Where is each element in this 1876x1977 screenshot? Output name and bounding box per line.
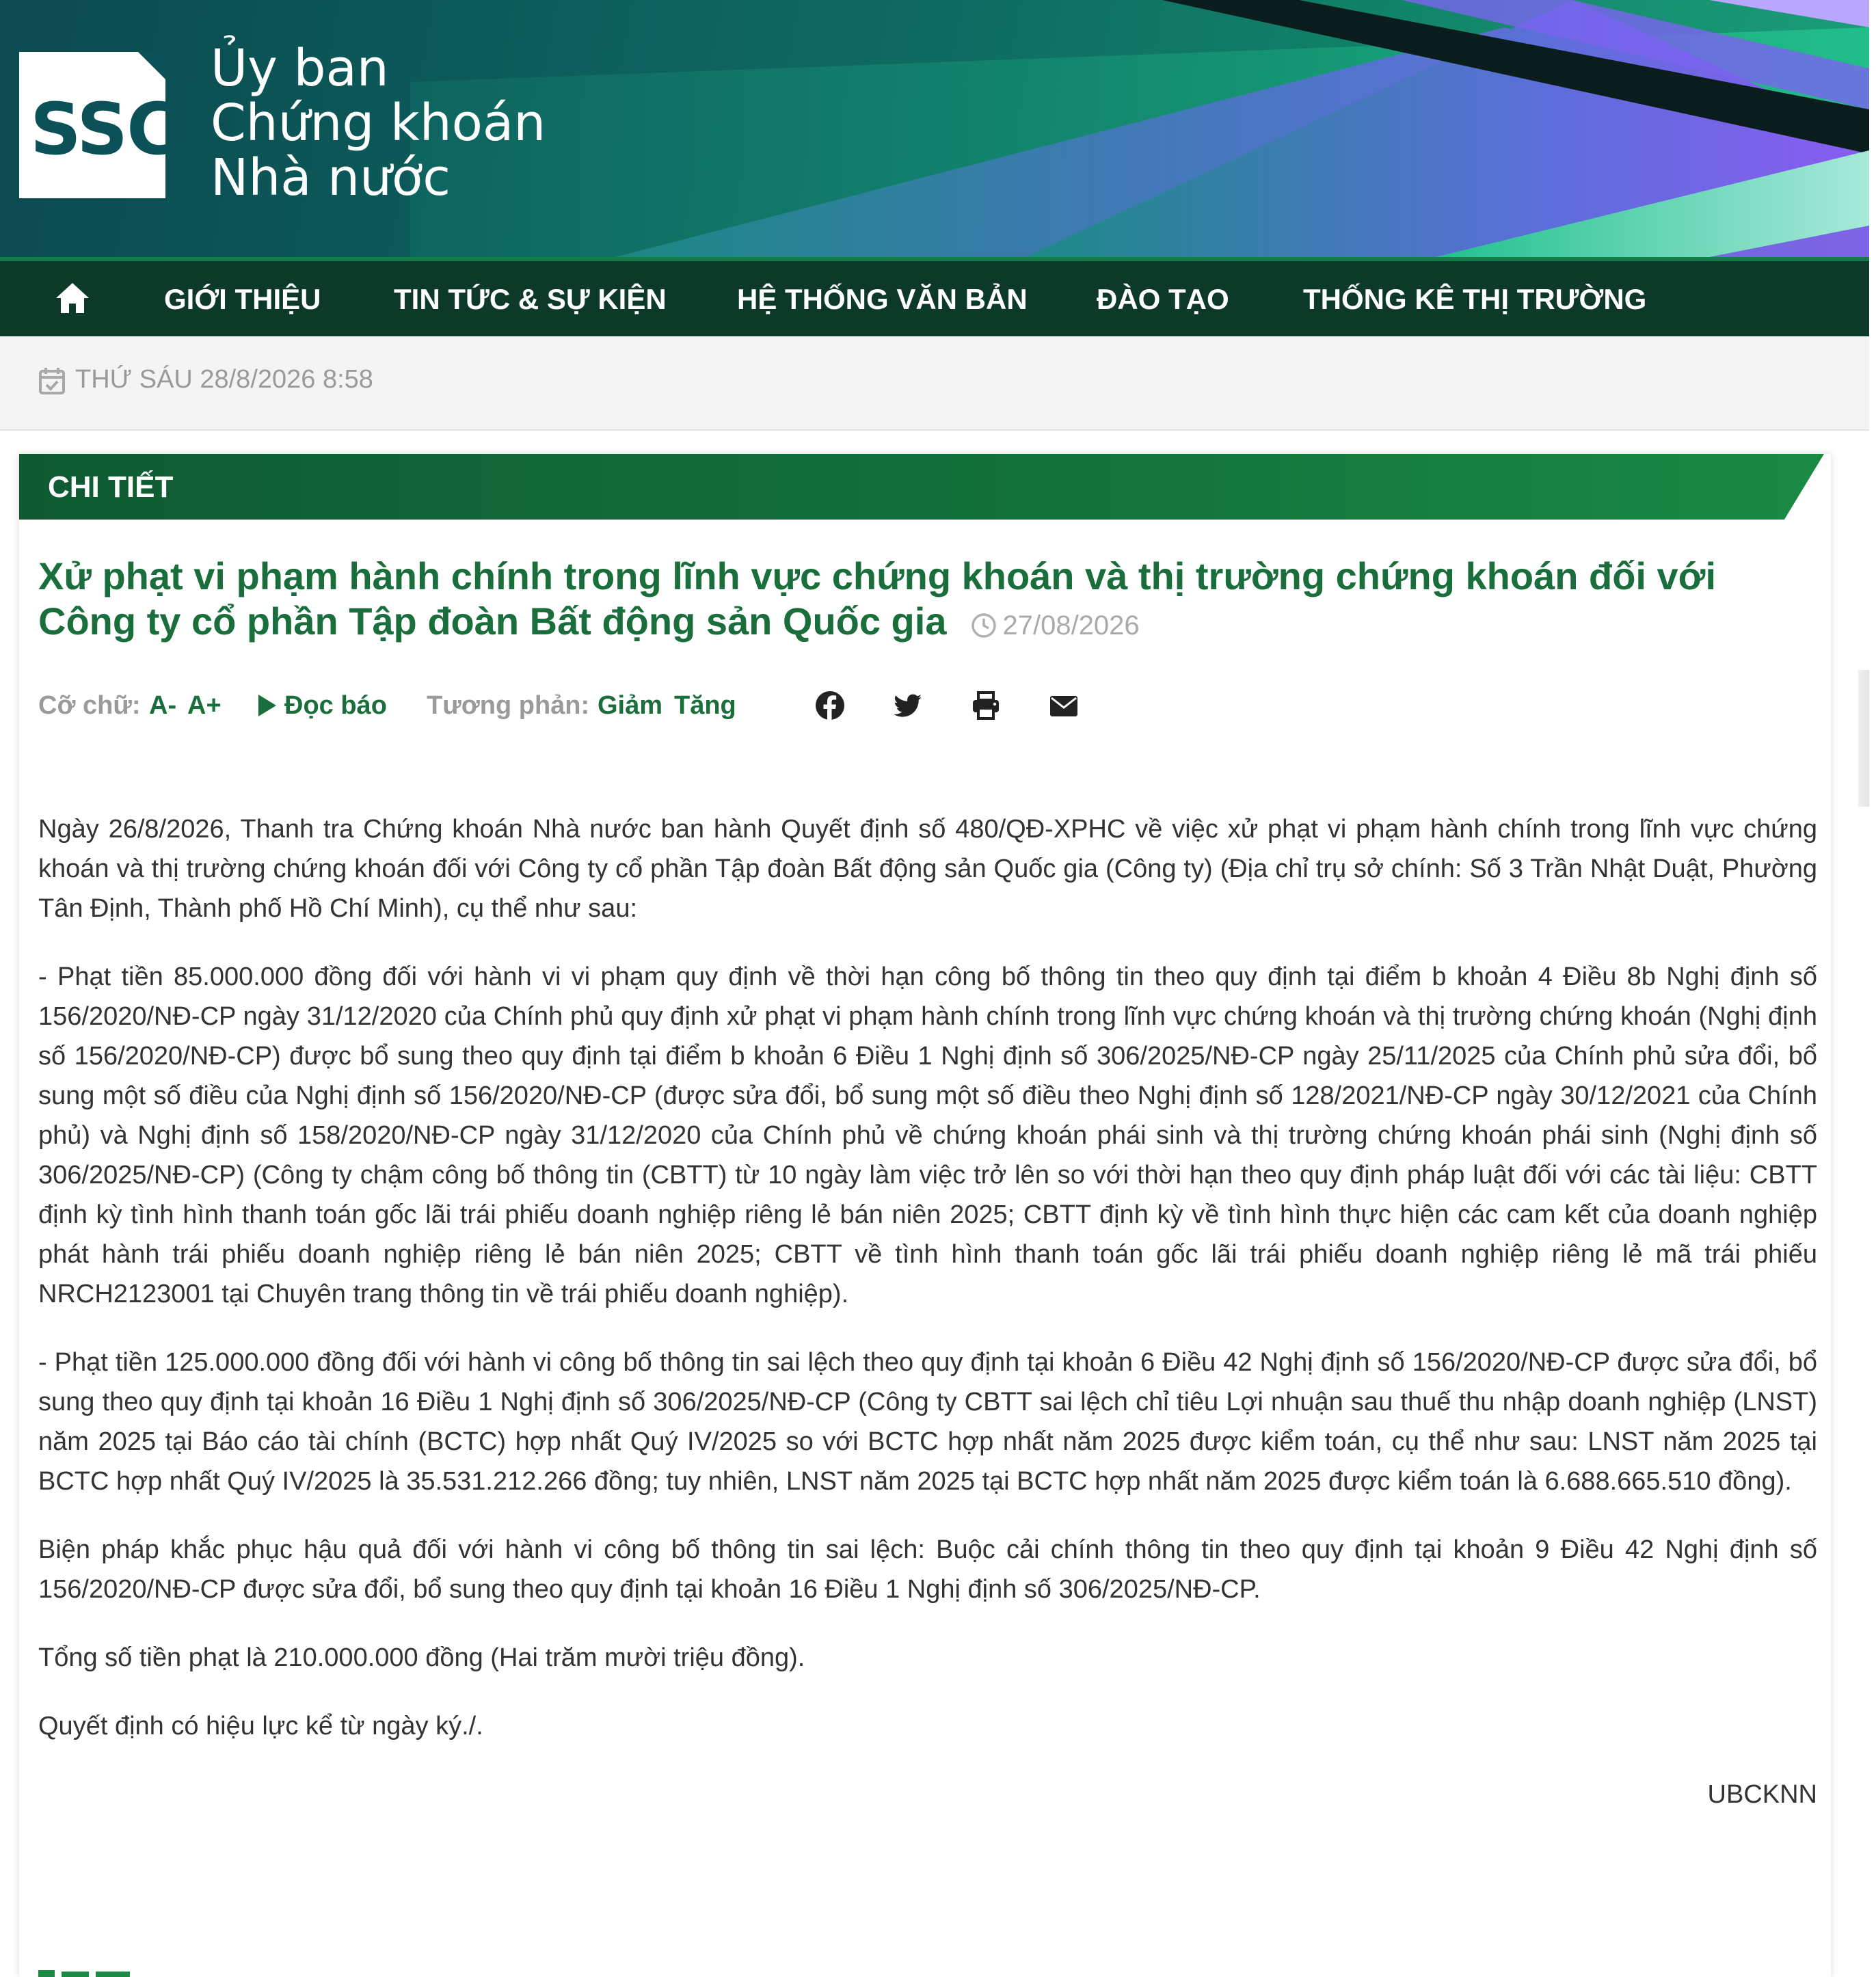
article-paragraph-4: Biện pháp khắc phục hậu quả đối với hành vi công bố thông tin sai lệch: Buộc cải chính thông tin theo quy định tại khoản 9 Điều 42 Nghị định số 156/2020/NĐ-CP được sửa đổi, bổ sung theo quy định tại khoản 16 Điều 1 Nghị định số 306/2025/NĐ-CP. [38, 1535, 1817, 1604]
header-banner [0, 0, 1869, 257]
ssc-logo[interactable] [19, 52, 178, 198]
article-body [38, 809, 1817, 1843]
article-paragraph-3: - Phạt tiền 125.000.000 đồng đối với hành vi công bố thông tin sai lệch theo quy định tại khoản 6 Điều 42 Nghị định số 156/2020/NĐ-CP được sửa đổi, bổ sung theo quy định tại khoản 16 Điều 1 Nghị định số 306/2025/NĐ-CP (Công ty CBTT sai lệch chỉ tiêu Lợi nhuận sau thuế thu nhập doanh nghiệp (LNST) năm 2025 tại Báo cáo tài chính (BCTC) hợp nhất Quý IV/2025 so với BCTC hợp nhất năm 2025 được kiểm toán, cụ thể như sau: LNST năm 2025 tại BCTC hợp nhất Quý IV/2025 là 35.531.212.266 đồng; tuy nhiên, LNST năm 2025 tại BCTC hợp nhất năm 2025 được kiểm toán là 6.688.665.510 đồng). [38, 1348, 1817, 1496]
org-name-line1: Ủy ban [211, 39, 389, 98]
article-title-block [38, 554, 1816, 648]
article-title: Xử phạt vi phạm hành chính trong lĩnh vực chứng khoán và thị trường chứng khoán đối với Công ty cổ phần Tập đoàn Bất động sản Quốc gia [38, 554, 1717, 643]
main-nav [0, 257, 1869, 336]
print-icon[interactable] [971, 690, 1001, 721]
date-bar [0, 336, 1869, 431]
font-decrease-button[interactable]: A- [149, 691, 177, 720]
cut-off-heading-fragment [38, 1966, 134, 1977]
section-header [19, 454, 1824, 520]
current-date: THỨ SÁU 28/8/2026 8:58 [75, 365, 373, 394]
clock-icon [971, 613, 997, 638]
nav-item-dao-tao[interactable]: ĐÀO TẠO [1097, 283, 1229, 315]
article-paragraph-6: Quyết định có hiệu lực kể từ ngày ký./. [38, 1712, 483, 1740]
facebook-icon[interactable] [815, 690, 845, 721]
email-icon[interactable] [1049, 690, 1079, 721]
article-tools [38, 686, 1406, 725]
font-increase-button[interactable]: A+ [187, 691, 222, 720]
nav-item-tin-tuc[interactable]: TIN TỨC & SỰ KIỆN [394, 283, 667, 315]
org-name-line3: Nhà nước [211, 148, 451, 207]
article-card [19, 454, 1831, 1977]
side-scroll-shadow [1858, 670, 1869, 807]
section-title: CHI TIẾT [48, 470, 174, 504]
contrast-decrease-button[interactable]: Giảm [598, 691, 663, 720]
article-paragraph-2: - Phạt tiền 85.000.000 đồng đối với hành vi vi phạm quy định về thời hạn công bố thông tin theo quy định tại điểm b khoản 4 Điều 8b Nghị định số 156/2020/NĐ-CP ngày 31/12/2020 của Chính phủ quy định xử phạt vi phạm hành chính trong lĩnh vực chứng khoán và thị trường chứng khoán (Nghị định số 156/2020/NĐ-CP) được bổ sung theo quy định tại điểm b khoản 6 Điều 1 Nghị định số 306/2025/NĐ-CP ngày 25/11/2025 của Chính phủ sửa đổi, bổ sung một số điều của Nghị định số 156/2020/NĐ-CP (được sửa đổi, bổ sung một số điều theo Nghị định số 128/2021/NĐ-CP ngày 30/12/2021 của Chính phủ) và Nghị định số 158/2020/NĐ-CP ngày 31/12/2020 của Chính phủ về chứng khoán phái sinh và thị trường chứng khoán phái sinh (Nghị định số 306/2025/NĐ-CP) (Công ty chậm công bố thông tin (CBTT) từ 10 ngày làm việc trở lên so với thời hạn theo quy định pháp luật đối với các tài liệu: CBTT định kỳ tình hình thanh toán gốc lãi trái phiếu doanh nghiệp riêng lẻ bán niên 2025; CBTT định kỳ về tình hình thực hiện các cam kết của doanh nghiệp phát hành trái phiếu doanh nghiệp riêng lẻ bán niên 2025; CBTT về tình hình thanh toán gốc lãi trái phiếu doanh nghiệp riêng lẻ mã trái phiếu NRCH2123001 tại Chuyên trang thông tin về trái phiếu doanh nghiệp). [38, 963, 1817, 1308]
article-paragraph-1: Ngày 26/8/2026, Thanh tra Chứng khoán Nhà nước ban hành Quyết định số 480/QĐ-XPHC về việc xử phạt vi phạm hành chính trong lĩnh vực chứng khoán và thị trường chứng khoán đối với Công ty cổ phần Tập đoàn Bất động sản Quốc gia (Công ty) (Địa chỉ trụ sở chính: Số 3 Trần Nhật Duật, Phường Tân Định, Thành phố Hồ Chí Minh), cụ thể như sau: [38, 815, 1817, 923]
home-icon[interactable] [55, 282, 90, 314]
org-name [211, 41, 546, 205]
contrast-label: Tương phản: [427, 691, 590, 720]
play-icon[interactable] [257, 693, 278, 718]
calendar-check-icon [38, 366, 66, 395]
nav-item-thong-ke[interactable]: THỐNG KÊ THỊ TRƯỜNG [1303, 283, 1647, 315]
article-date-wrap [971, 610, 1139, 641]
logo-text: SSC [30, 88, 178, 171]
nav-item-van-ban[interactable]: HỆ THỐNG VĂN BẢN [737, 283, 1028, 315]
org-name-line2: Chứng khoán [211, 94, 546, 152]
read-aloud-button[interactable]: Đọc báo [284, 691, 387, 720]
twitter-icon[interactable] [893, 690, 923, 721]
contrast-increase-button[interactable]: Tăng [674, 691, 736, 720]
article-date: 27/08/2026 [1002, 610, 1140, 641]
article-signature: UBCKNN [1707, 1780, 1817, 1809]
logo-notch [138, 52, 165, 79]
article-paragraph-5: Tổng số tiền phạt là 210.000.000 đồng (Hai trăm mười triệu đồng). [38, 1643, 805, 1672]
font-size-label: Cỡ chữ: [38, 691, 141, 720]
nav-item-gioi-thieu[interactable]: GIỚI THIỆU [164, 283, 321, 315]
